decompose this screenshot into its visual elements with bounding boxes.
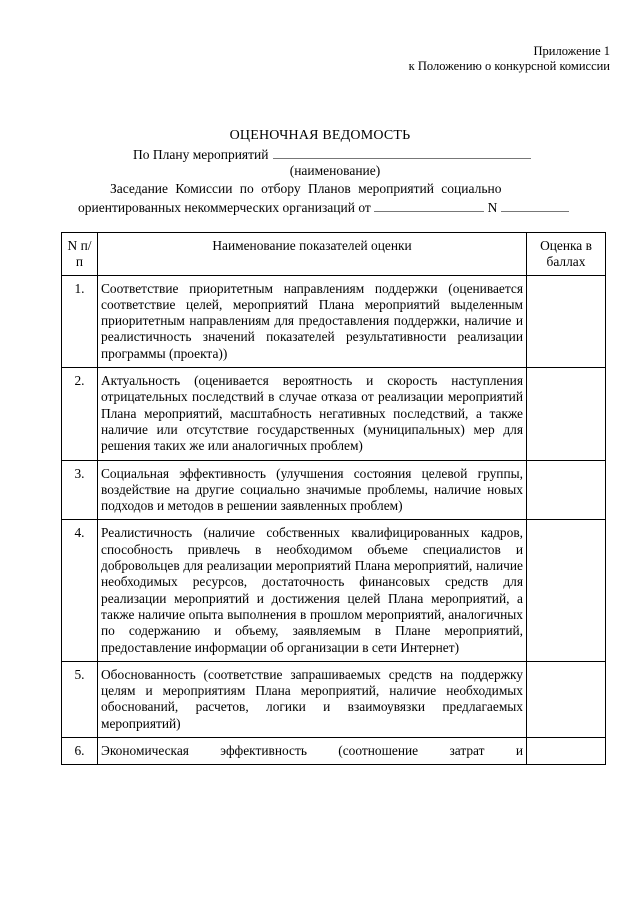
row-score-cell[interactable] [527, 520, 606, 661]
table-row [62, 661, 606, 737]
row-score-cell[interactable] [527, 738, 606, 765]
session-line-2 [78, 199, 569, 216]
table-row [62, 520, 606, 661]
row-number: 1. [62, 275, 98, 367]
table-row [62, 738, 606, 765]
row-criterion: Социальная эффективность (улучшения состояния целевой группы, воздействие на другие социально значимые проблемы, наличие новых подходов и методов в решении заявленных проблем) [98, 460, 527, 520]
row-criterion: Соответствие приоритетным направлениям поддержки (оценивается соответствие целей, мероприятий Плана мероприятий выделенным приоритетным направлениям для предоставления поддержки, наличие и реалистичность значений показателей результативности реализации программы (проекта)) [98, 275, 527, 367]
session-line: Заседание Комиссии по отбору Планов мероприятий социально [110, 181, 502, 196]
row-criterion: Экономическая эффективность (соотношение затрат и [98, 738, 527, 765]
table-row [62, 275, 606, 367]
table-row [62, 460, 606, 520]
row-score-cell[interactable] [527, 661, 606, 737]
annex-reference: к Положению о конкурсной комиссии [408, 59, 610, 73]
annex-number: Приложение 1 [533, 44, 610, 58]
header-name: Наименование показателей оценки [98, 233, 527, 276]
evaluation-table [61, 232, 606, 765]
table-row [62, 368, 606, 460]
row-criterion: Обоснованность (соответствие запрашиваемых средств на поддержку целям и мероприятиям Плана мероприятий, наличие необходимых обоснований, расчетов, логики и взаимоувязки предлагаемых мероприятий) [98, 661, 527, 737]
row-number: 3. [62, 460, 98, 520]
number-label: N [487, 200, 498, 215]
annex-note [409, 44, 610, 74]
row-number: 4. [62, 520, 98, 661]
document-title: ОЦЕНОЧНАЯ ВЕДОМОСТЬ [229, 128, 411, 143]
row-criterion: Реалистичность (наличие собственных квалифицированных кадров, способность привлечь в необходимом объеме специалистов и добровольцев для реализации мероприятий Плана мероприятий, наличие необходимых ресурсов, достаточность финансовых средств для реализации мероприятий и достижения целей Плана мероприятий, а также наличие опыта выполнения в прошлом мероприятий, аналогичных по содержанию и объему, заявляемым в Плане мероприятий, предоставление информации об организации в сети Интернет) [98, 520, 527, 661]
header-score: Оценка в баллах [527, 233, 606, 276]
session-line-2-text: ориентированных некоммерческих организаций от [78, 200, 371, 215]
plan-label: По Плану мероприятий [133, 147, 269, 162]
date-blank [374, 199, 484, 212]
table-header-row [62, 233, 606, 276]
row-criterion: Актуальность (оценивается вероятность и скорость наступления отрицательных последствий в случае отказа от реализации мероприятий Плана мероприятий, масштабность негативных последствий, а также наличие или отсутствие государственных (муниципальных) мер для решения таких же или аналогичных проблем) [98, 368, 527, 460]
number-blank [501, 199, 569, 212]
row-score-cell[interactable] [527, 460, 606, 520]
row-number: 2. [62, 368, 98, 460]
row-score-cell[interactable] [527, 275, 606, 367]
row-number: 6. [62, 738, 98, 765]
row-score-cell[interactable] [527, 368, 606, 460]
row-number: 5. [62, 661, 98, 737]
plan-line [133, 146, 531, 163]
plan-hint: (наименование) [289, 163, 381, 178]
plan-name-blank [273, 146, 531, 159]
header-num: N п/п [62, 233, 98, 276]
